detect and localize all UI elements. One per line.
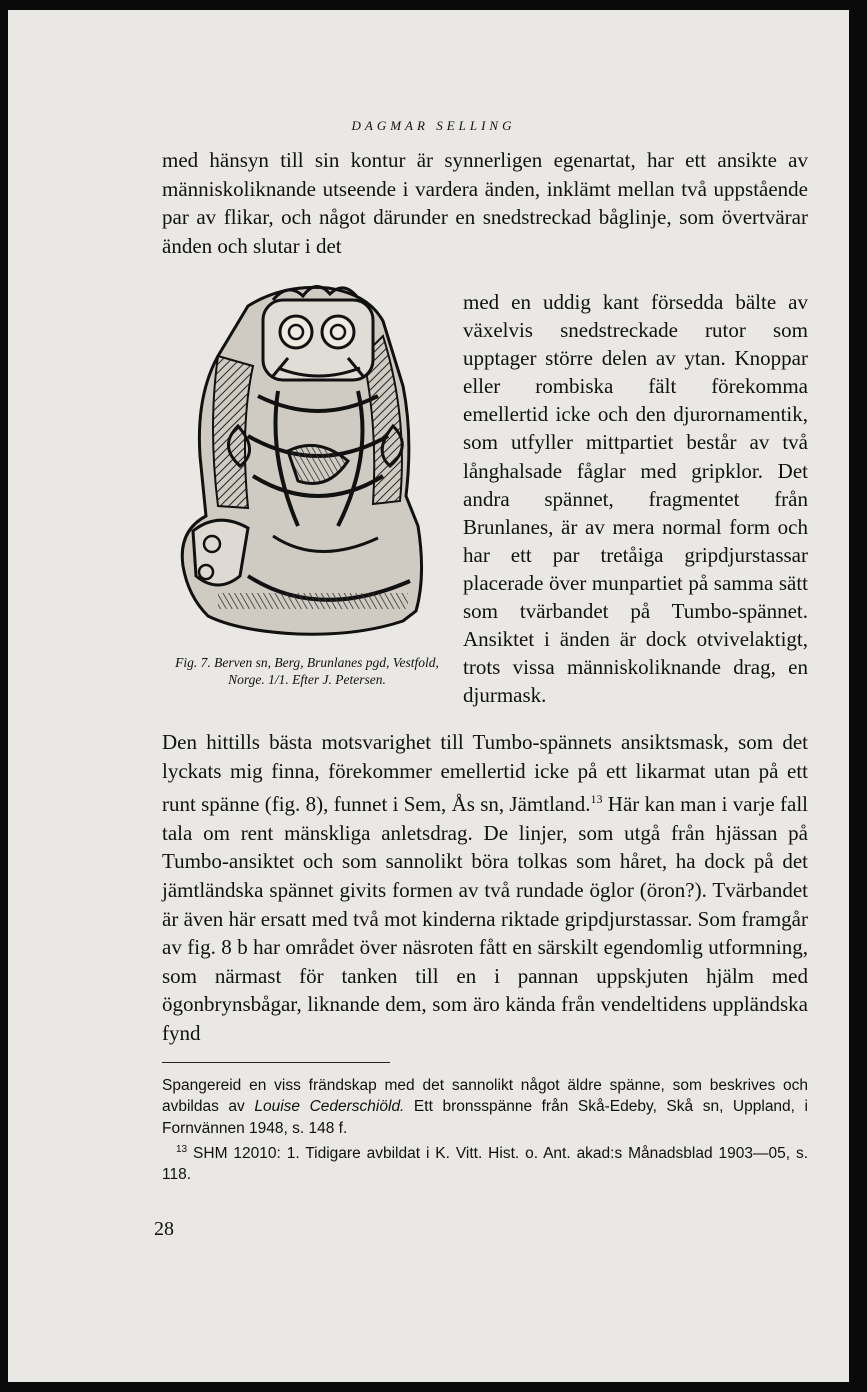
figure-caption: Fig. 7. Berven sn, Berg, Brunlanes pgd, Vestfold, Norge. 1/1. Efter J. Petersen.	[175, 655, 439, 687]
footnote-13-mark: 13	[176, 1143, 188, 1155]
figure-7-illustration	[178, 276, 446, 646]
paragraph-1: med hänsyn till sin kontur är synnerligen egenartat, har ett ansikte av människoliknande utseende i vardera änden, inklämt mellan två uppstående par av flikar, och något därunder en snedstreckad båglinje, som övertvärar änden och slutar i det	[162, 148, 808, 258]
footnote-12-continued	[162, 1075, 808, 1139]
paragraph-2-text-b: Här kan man i varje fall tala om rent mänskliga anletsdrag. De linjer, som utgå från hjässan på Tumbo-ansiktet och som sannolikt böra tolkas som håret, ha dock på det jämtländska spännet givits formen av två rundade öglor (öron?). Tvärbandet är även här ersatt med två mot kinderna riktade gripdjurstassar. Som framgår av fig. 8 b har området över näsroten fått en särskilt egendomlig utformning, som närmast för tanken till en i pannan uppskjuten hjälm med ögonbrynsbågar, liknande dem, som äro kända från vendeltidens uppländska fynd	[162, 792, 808, 1045]
paragraph-2-text-a: Den hittills bästa motsvarighet till Tumbo-spännets ansiktsmask, som det lyckats mig finna, förekommer emellertid icke på ett likarmat utan på ett runt spänne (fig. 8), funnet i Sem, Ås sn, Jämtland.	[162, 730, 808, 817]
footnote-12-text-b: Ett bronsspänne från Skå-Edeby, Skå sn, Uppland, i Fornvännen 1948, s. 148 f.	[162, 1098, 808, 1137]
side-text: med en uddig kant försedda bälte av växelvis snedstreckade rutor som upptager större delen av ytan. Knoppar eller rombiska fält förekomma emellertid icke och den djurornamentik, som utfyller mittpartiet består av två långhalsade fåglar med gripklor. Det andra spännet, fragmentet från Brunlanes, är av mera normal form och har ett par tretåiga gripdjurstassar placerade över munpartiet på samma sätt som tvärbandet på Tumbo-spännet. Ansiktet i änden är dock otvivelaktigt, trots vissa människoliknande drag, en djurmask.	[463, 290, 808, 708]
footnote-13-text: SHM 12010: 1. Tidigare avbildat i K. Vitt. Hist. o. Ant. akad:s Månadsblad 1903—05, s. 118.	[162, 1145, 808, 1184]
footnote-ref-13[interactable]: 13	[590, 792, 603, 807]
footnote-12-author: Louise Cederschiöld.	[254, 1098, 405, 1116]
footnotes	[162, 1075, 808, 1186]
footnote-13	[162, 1139, 808, 1186]
brooch-drawing-icon	[178, 276, 446, 646]
running-header: DAGMAR SELLING	[351, 118, 516, 133]
page-number: 28	[154, 1218, 174, 1240]
footnote-divider	[162, 1062, 390, 1063]
footnote-12-text-a: Spangereid en viss frändskap med det sannolikt något äldre spänne, som beskrives och avbildas av	[162, 1077, 808, 1116]
paragraph-2	[162, 728, 808, 1048]
